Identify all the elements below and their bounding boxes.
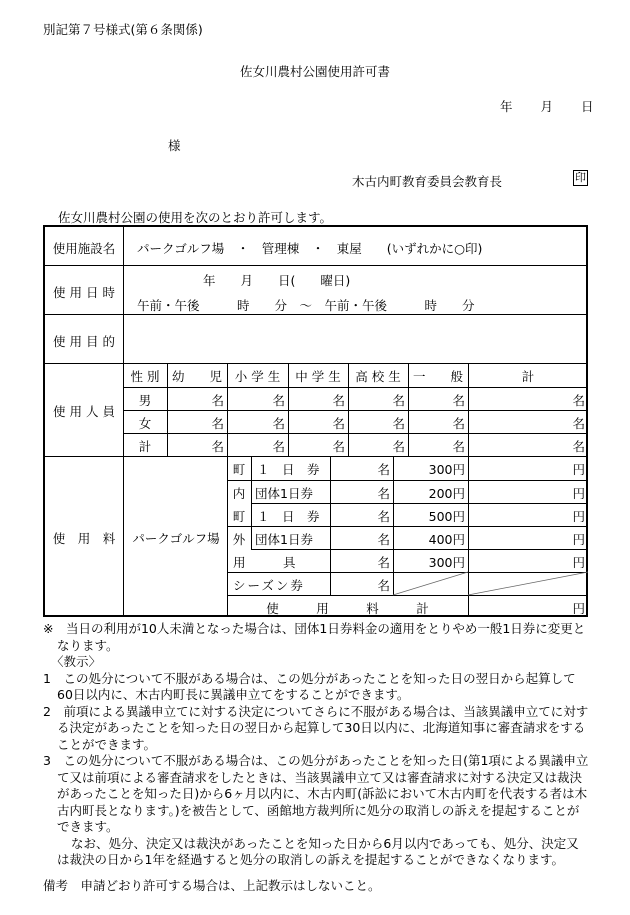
fee-grand-total-label: 使 用 料 計 <box>266 601 429 616</box>
dates-line-2: 午前・午後 時 分 ～ 午前・午後 時 分 <box>137 298 475 313</box>
users-cell: 名 <box>392 393 405 408</box>
users-cell: 名 <box>332 439 345 454</box>
seal-mark: 印 <box>575 171 586 184</box>
fee-group-in-char-2: 内 <box>232 486 246 501</box>
form-number: 別記第７号様式(第６条関係) <box>43 22 203 37</box>
users-col-total: 計 <box>521 369 535 384</box>
users-cell: 名 <box>572 439 585 454</box>
users-col-junior-high: 中 学 生 <box>295 369 341 384</box>
fee-total: 円 <box>572 462 585 477</box>
fee-item: １ 日 券 <box>257 509 320 524</box>
users-cell: 名 <box>211 416 224 431</box>
users-cell: 名 <box>572 416 585 431</box>
fee-item: 団体1日券 <box>255 532 313 547</box>
fee-price: 300円 <box>428 462 465 477</box>
users-cell: 名 <box>452 393 465 408</box>
fee-unit: 名 <box>377 578 390 593</box>
additional-note: なお、処分、決定又は裁決があったことを知った日から6月以内であっても、処分、決定又は裁決の日から1年を経過すると処分の取消しの訴えを提起することができなくなります。 <box>57 835 579 867</box>
fee-item: 用 具 <box>233 555 296 570</box>
instruction-item-3: 3 この処分について不服がある場合は、この処分があったことを知った日(第1項による異議申立て又は前項による審査請求をしたときは、当該異議申立て又は審査請求に対する決定又は裁決があったことを知った日)から6ヶ月以内に、木古内町(訴訟において木古内町を代表する者は木古内町長となります。)を被告として、函館地方裁判所に処分の取消しの訴えを提起することができます。 <box>43 753 589 834</box>
fee-item: 団体1日券 <box>255 486 313 501</box>
addressee-suffix: 様 <box>168 138 181 153</box>
users-col-high-school: 高 校 生 <box>355 369 401 384</box>
fee-total: 円 <box>572 486 585 501</box>
users-cell: 名 <box>332 393 345 408</box>
fee-price: 300円 <box>428 555 465 570</box>
permission-intro: 佐女川農村公園の使用を次のとおり許可します。 <box>58 210 333 225</box>
users-row-male-label: 男 <box>138 393 152 408</box>
fee-grand-total: 円 <box>572 601 585 616</box>
users-label: 使 用 人 員 <box>53 404 115 419</box>
fee-total: 円 <box>572 509 585 524</box>
fee-group-out-char-1: 町 <box>232 509 246 524</box>
issuer-name: 木古内町教育委員会教育長 <box>352 174 503 189</box>
fee-price: 500円 <box>428 509 465 524</box>
users-cell: 名 <box>392 416 405 431</box>
fee-group-out-char-2: 外 <box>232 532 246 547</box>
facility-label: 使用施設名 <box>52 241 116 256</box>
fee-total: 円 <box>572 555 585 570</box>
users-col-general: 一 般 <box>412 369 463 384</box>
fee-price: 400円 <box>428 532 465 547</box>
issue-date: 年 月 日 <box>500 99 595 114</box>
users-row-total-label: 計 <box>138 439 152 454</box>
users-col-elementary: 小 学 生 <box>234 369 281 384</box>
fee-item: シーズン券 <box>233 578 305 593</box>
permit-table <box>43 225 588 617</box>
asterisk-note: ※ 当日の利用が10人未満となった場合は、団体1日券料金の適用をとりやめ一般1日券に変更となります。 <box>43 621 586 653</box>
users-cell: 名 <box>452 416 465 431</box>
fee-item: １ 日 券 <box>257 462 320 477</box>
fee-unit: 名 <box>377 532 390 547</box>
users-cell: 名 <box>272 393 285 408</box>
fee-unit: 名 <box>377 555 390 570</box>
document-title: 佐女川農村公園使用許可書 <box>239 64 390 79</box>
instruction-item-2: 2 前項による異議申立てに対する決定についてさらに不服がある場合は、当該異議申立てに対する決定があったことを知った日の翌日から起算して30日以内に、北海道知事に審査請求をすることができます。 <box>43 703 589 752</box>
fee-price: 200円 <box>428 486 465 501</box>
fee-total: 円 <box>572 532 585 547</box>
users-col-sex: 性 別 <box>130 369 160 384</box>
users-cell: 名 <box>211 439 224 454</box>
remark: 備考 申請どおり許可する場合は、上記教示はしないこと。 <box>43 878 381 893</box>
dates-label: 使 用 日 時 <box>53 285 115 300</box>
dates-line-1: 年 月 日( 曜日) <box>203 273 351 288</box>
fee-group-in-char-1: 町 <box>232 462 246 477</box>
users-cell: 名 <box>211 393 224 408</box>
fee-unit: 名 <box>377 486 390 501</box>
users-row-female-label: 女 <box>138 416 152 431</box>
instruction-item-1: 1 この処分について不服がある場合は、この処分があったことを知った日の翌日から起算して60日以内に、木古内町長に異議申立てをすることができます。 <box>43 670 576 702</box>
instruction-title: 〈教示〉 <box>51 654 102 669</box>
fee-unit: 名 <box>377 509 390 524</box>
fees-facility: パークゴルフ場 <box>132 531 220 546</box>
users-cell: 名 <box>272 416 285 431</box>
fees-label: 使 用 料 <box>52 531 116 546</box>
notes-section <box>43 621 591 869</box>
users-col-infant: 幼 児 <box>171 369 222 384</box>
users-cell: 名 <box>452 439 465 454</box>
fee-unit: 名 <box>377 462 390 477</box>
facility-options: パークゴルフ場 ・ 管理棟 ・ 東屋 (いずれかに○印) <box>137 241 483 256</box>
purpose-label: 使 用 目 的 <box>53 334 115 349</box>
users-cell: 名 <box>272 439 285 454</box>
users-cell: 名 <box>392 439 405 454</box>
users-cell: 名 <box>572 393 585 408</box>
users-cell: 名 <box>332 416 345 431</box>
